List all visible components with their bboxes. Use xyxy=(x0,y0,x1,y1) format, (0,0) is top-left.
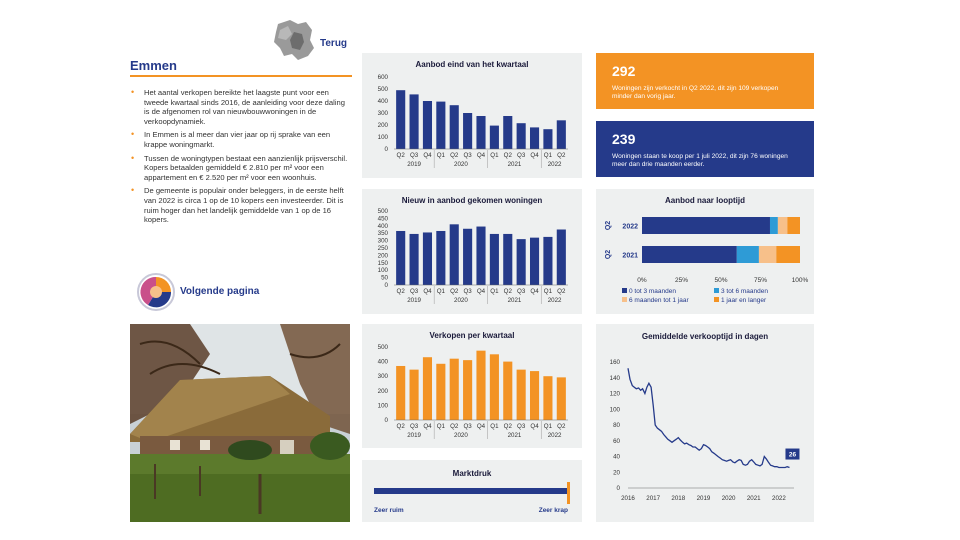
x-tick-label: Q4 xyxy=(423,152,432,159)
y-tick-label: 100 xyxy=(377,134,388,141)
x-tick-label: Q3 xyxy=(463,152,472,159)
marktdruk-left-label: Zeer ruim xyxy=(374,507,404,514)
y-tick-label: 400 xyxy=(377,358,388,366)
next-page-button[interactable] xyxy=(136,272,336,312)
bar xyxy=(423,232,432,285)
row-label: 2021 xyxy=(622,252,638,260)
stat-number: 292 xyxy=(612,63,636,79)
bar xyxy=(503,116,512,149)
legend-swatch xyxy=(622,288,627,293)
bar xyxy=(476,351,485,420)
bar xyxy=(490,126,499,149)
x-tick-label: 0% xyxy=(637,277,647,284)
year-label: 2020 xyxy=(454,297,468,304)
y-tick-label: 300 xyxy=(377,110,388,117)
year-label: 2021 xyxy=(507,432,522,439)
stacked-bar-segment xyxy=(770,217,778,234)
x-tick-label: Q3 xyxy=(409,423,419,430)
x-tick-label: 2021 xyxy=(746,495,761,502)
chart-title: Aanbod eind van het kwartaal xyxy=(415,60,529,69)
x-tick-label: Q4 xyxy=(530,288,539,295)
x-tick-label: 25% xyxy=(674,277,689,284)
bar xyxy=(557,120,566,149)
bar xyxy=(543,376,552,420)
nieuw-bar-chart xyxy=(362,189,582,314)
x-tick-label: 2017 xyxy=(646,495,661,502)
chart-panel-verkooptijd xyxy=(596,324,814,522)
series-line xyxy=(628,368,790,467)
row-label: 2022 xyxy=(622,223,638,231)
stacked-bar-segment xyxy=(759,246,776,263)
x-tick-label: Q1 xyxy=(543,288,553,295)
year-label: 2022 xyxy=(547,432,562,439)
legend-label: 3 tot 6 maanden xyxy=(721,288,768,295)
year-label: 2020 xyxy=(454,161,468,168)
y-tick-label: 200 xyxy=(377,387,388,395)
y-tick-label: 500 xyxy=(377,208,388,215)
bar xyxy=(423,101,432,149)
legend-swatch xyxy=(714,297,719,302)
x-tick-label: Q4 xyxy=(476,423,486,430)
y-tick-label: 100 xyxy=(377,267,388,275)
x-tick-label: Q3 xyxy=(463,288,472,295)
y-tick-label: 300 xyxy=(377,373,388,381)
bar xyxy=(557,377,566,420)
y-tick-label: 250 xyxy=(377,245,388,252)
y-tick-label: 500 xyxy=(377,344,388,351)
x-tick-label: Q2 xyxy=(396,288,405,295)
year-label: 2019 xyxy=(407,297,421,304)
y-tick-label: 40 xyxy=(613,453,620,461)
y-tick-label: 200 xyxy=(377,122,388,129)
marktdruk-panel xyxy=(362,460,582,522)
chart-title: Nieuw in aanbod gekomen woningen xyxy=(401,196,543,205)
chart-panel-verkopen xyxy=(362,324,582,448)
x-tick-label: Q4 xyxy=(423,288,432,295)
y-tick-label: 0 xyxy=(384,417,388,424)
y-tick-label: 50 xyxy=(381,274,388,282)
bar xyxy=(490,234,499,285)
x-tick-label: Q1 xyxy=(490,152,499,159)
year-label: 2019 xyxy=(407,432,421,439)
legend-label: 1 jaar en langer xyxy=(721,297,767,304)
year-label: 2021 xyxy=(507,297,522,304)
year-label: 2022 xyxy=(547,297,562,304)
bar xyxy=(396,366,405,420)
bar xyxy=(463,229,472,285)
x-tick-label: Q3 xyxy=(409,152,419,159)
chart-title: Verkopen per kwartaal xyxy=(429,331,515,340)
bar xyxy=(463,360,472,420)
x-tick-label: Q4 xyxy=(423,423,432,430)
bar xyxy=(490,354,499,420)
y-tick-label: 450 xyxy=(377,215,388,223)
row-group-label: Q2 xyxy=(605,220,612,231)
x-tick-label: Q4 xyxy=(476,288,486,295)
bar xyxy=(476,116,485,149)
verkooptijd-line-chart xyxy=(596,324,814,522)
bar xyxy=(450,224,459,285)
bar xyxy=(396,90,405,149)
stat-text: Woningen zijn verkocht in Q2 2022, dit zijn 109 verkopen minder dan vorig jaar. xyxy=(612,85,779,101)
x-tick-label: Q4 xyxy=(476,152,486,159)
bullet-item: • De gemeente is populair onder beleggers, in de eerste helft van 2022 is circa 1 op de 10 kopers een investeerder. Dit is ruim hoger dan het landelijk gemiddelde van 1 op de 16 kopers. xyxy=(130,186,352,224)
legend-swatch xyxy=(622,297,627,302)
page-title: Emmen xyxy=(130,58,177,73)
bar xyxy=(436,364,445,420)
x-tick-label: Q1 xyxy=(436,423,445,430)
y-tick-label: 150 xyxy=(377,259,388,267)
bar xyxy=(543,237,552,285)
bar xyxy=(396,231,405,285)
marktdruk-title: Marktdruk xyxy=(452,469,492,478)
y-tick-label: 80 xyxy=(613,422,620,429)
legend-label: 6 maanden tot 1 jaar xyxy=(629,297,689,304)
chart-title: Gemiddelde verkooptijd in dagen xyxy=(641,332,769,341)
verkopen-bar-chart xyxy=(362,324,582,448)
bar xyxy=(503,234,512,285)
bar xyxy=(557,230,566,286)
y-tick-label: 400 xyxy=(377,98,388,105)
y-tick-label: 500 xyxy=(377,86,388,93)
x-tick-label: 2016 xyxy=(621,495,635,502)
x-tick-label: Q3 xyxy=(409,288,419,295)
bar xyxy=(530,371,539,420)
y-tick-label: 60 xyxy=(613,437,620,445)
marktdruk-marker xyxy=(567,482,570,504)
y-tick-label: 160 xyxy=(609,359,620,366)
year-label: 2022 xyxy=(547,161,562,168)
chart-panel-looptijd xyxy=(596,189,814,314)
pie-icon xyxy=(136,272,176,312)
back-link[interactable]: Terug xyxy=(320,38,348,49)
bar xyxy=(410,234,419,285)
y-tick-label: 400 xyxy=(377,222,388,230)
stacked-bar-segment xyxy=(787,217,800,234)
x-tick-label: Q1 xyxy=(543,152,553,159)
row-group-label: Q2 xyxy=(605,249,612,260)
bullet-list xyxy=(130,88,352,229)
stacked-bar-segment xyxy=(642,246,737,263)
x-tick-label: 75% xyxy=(753,277,768,284)
y-tick-label: 100 xyxy=(609,406,620,414)
bar xyxy=(530,127,539,149)
bullet-item: • In Emmen is al meer dan vier jaar op rij sprake van een krappe woningmarkt. xyxy=(130,130,352,149)
x-tick-label: 2019 xyxy=(696,495,711,502)
x-tick-label: 50% xyxy=(714,277,728,284)
bar xyxy=(423,357,432,420)
x-tick-label: Q1 xyxy=(436,152,445,159)
x-tick-label: Q1 xyxy=(543,423,553,430)
title-underline xyxy=(130,75,352,77)
bar xyxy=(517,239,526,285)
farmhouse-photo xyxy=(130,324,350,522)
bar xyxy=(530,238,539,285)
bar xyxy=(436,102,445,149)
y-tick-label: 0 xyxy=(384,146,388,153)
x-tick-label: Q2 xyxy=(450,152,459,159)
y-tick-label: 120 xyxy=(609,390,620,398)
x-tick-label: Q2 xyxy=(396,423,405,430)
x-tick-label: Q4 xyxy=(530,152,539,159)
bar xyxy=(503,362,512,420)
stacked-bar-segment xyxy=(642,217,770,234)
x-tick-label: Q3 xyxy=(517,152,526,159)
stat-card-for-sale xyxy=(596,121,814,177)
y-tick-label: 0 xyxy=(384,282,388,289)
x-tick-label: Q2 xyxy=(503,423,512,430)
bullet-item: • Tussen de woningtypen bestaat een aanzienlijk prijsverschil. Kopers betaalden gemiddeld € 2.810 per m² voor een appartement en € 2.520 per m² voor een woonhuis. xyxy=(130,154,352,183)
looptijd-stacked-bar-chart xyxy=(596,189,814,314)
bar xyxy=(410,370,419,420)
x-tick-label: Q4 xyxy=(530,423,539,430)
chart-panel-aanbod xyxy=(362,53,582,178)
y-tick-label: 20 xyxy=(613,469,620,477)
marktdruk-right-label: Zeer krap xyxy=(538,507,568,514)
x-tick-label: Q2 xyxy=(503,152,512,159)
bar xyxy=(450,359,459,420)
y-tick-label: 300 xyxy=(377,237,388,245)
bar xyxy=(410,94,419,149)
y-tick-label: 600 xyxy=(377,74,388,81)
x-tick-label: 2018 xyxy=(671,495,686,502)
x-tick-label: Q2 xyxy=(557,152,566,159)
bar xyxy=(517,123,526,149)
x-tick-label: Q2 xyxy=(450,288,459,295)
year-label: 2021 xyxy=(507,161,522,168)
y-tick-label: 0 xyxy=(616,485,620,492)
x-tick-label: 100% xyxy=(791,277,809,284)
stat-text: Woningen staan te koop per 1 juli 2022, dit zijn 76 woningen meer dan drie maanden eerder. xyxy=(612,153,788,169)
legend-label: 0 tot 3 maanden xyxy=(629,288,676,295)
year-label: 2020 xyxy=(454,432,468,439)
x-tick-label: Q1 xyxy=(490,423,499,430)
bar xyxy=(450,105,459,149)
marktdruk-track xyxy=(374,488,570,494)
bar xyxy=(543,129,552,149)
x-tick-label: 2020 xyxy=(721,495,736,502)
last-value-label: 26 xyxy=(788,451,797,459)
bar xyxy=(517,370,526,420)
province-map-icon[interactable] xyxy=(272,18,316,62)
bar xyxy=(436,231,445,285)
x-tick-label: Q2 xyxy=(557,423,566,430)
chart-panel-nieuw xyxy=(362,189,582,314)
stacked-bar-segment xyxy=(776,246,800,263)
x-tick-label: Q1 xyxy=(490,288,499,295)
next-page-label: Volgende pagina xyxy=(180,286,260,297)
x-tick-label: Q1 xyxy=(436,288,445,295)
y-tick-label: 350 xyxy=(377,230,388,238)
stat-number: 239 xyxy=(612,131,636,147)
x-tick-label: Q3 xyxy=(463,423,472,430)
stacked-bar-segment xyxy=(778,217,787,234)
x-tick-label: Q2 xyxy=(503,288,512,295)
year-label: 2019 xyxy=(407,161,421,168)
bar xyxy=(476,227,485,285)
legend-swatch xyxy=(714,288,719,293)
x-tick-label: Q3 xyxy=(517,288,526,295)
aanbod-bar-chart xyxy=(362,53,582,178)
x-tick-label: 2022 xyxy=(772,495,786,502)
y-tick-label: 140 xyxy=(609,374,620,382)
chart-title: Aanbod naar looptijd xyxy=(665,196,745,205)
y-tick-label: 200 xyxy=(377,252,388,260)
x-tick-label: Q2 xyxy=(557,288,566,295)
bullet-item: • Het aantal verkopen bereikte het laagste punt voor een tweede kwartaal sinds 2016, de aanleiding voor deze daling is de afgenomen rol van nieuwbouwwoningen in de verkoopdynamiek. xyxy=(130,88,352,126)
x-tick-label: Q2 xyxy=(396,152,405,159)
y-tick-label: 100 xyxy=(377,402,388,410)
stacked-bar-segment xyxy=(737,246,759,263)
x-tick-label: Q3 xyxy=(517,423,526,430)
bar xyxy=(463,113,472,149)
stat-card-sold xyxy=(596,53,814,109)
x-tick-label: Q2 xyxy=(450,423,459,430)
